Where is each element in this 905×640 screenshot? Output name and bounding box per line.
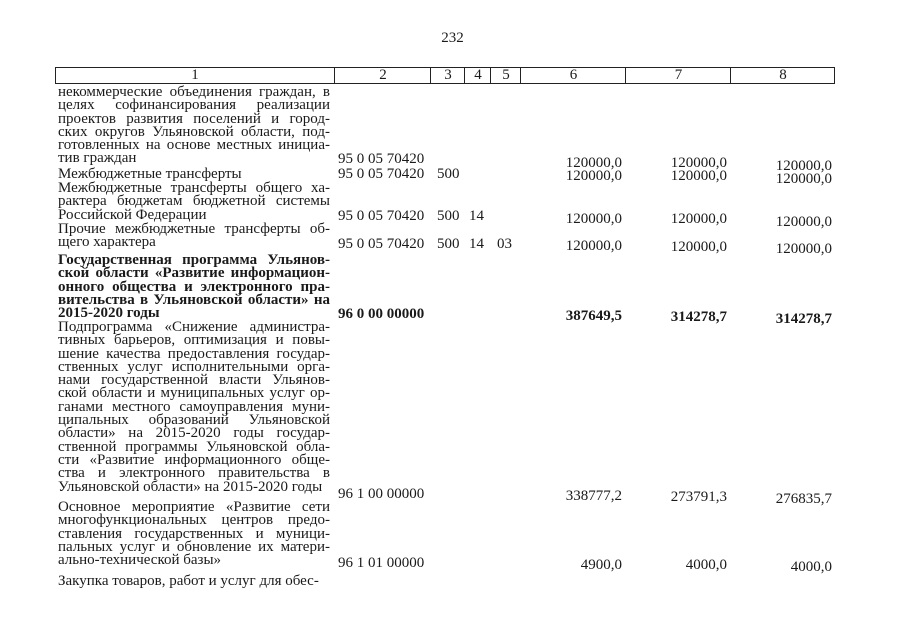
row-value-col7: 120000,0: [670, 155, 727, 171]
description-line: Межбюджетные трансферты: [58, 166, 242, 182]
header-col-2: 2: [334, 68, 431, 83]
page-number: 232: [441, 30, 464, 46]
row-value-col6: 338777,2: [565, 488, 622, 504]
description-line: тив граждан: [58, 150, 137, 167]
row-code: 95 0 05 70420: [338, 236, 425, 252]
header-col-6: 6: [520, 68, 626, 83]
description-line: Подпрограмма «Снижение администра-: [58, 319, 330, 335]
row-code: 96 1 01 00000: [338, 555, 425, 571]
row-value-col8: 276835,7: [775, 491, 832, 507]
row-value-col8: 314278,7: [775, 311, 832, 327]
row-code: 95 0 05 70420: [338, 151, 425, 167]
table-row-description: [58, 86, 330, 166]
row-pr: 03: [497, 236, 512, 252]
header-col-5: 5: [490, 68, 521, 83]
row-value-col7: 120000,0: [670, 211, 727, 227]
row-code: 95 0 05 70420: [338, 208, 425, 224]
description-line: тивных барьеров, оптимизация и повы-: [58, 332, 330, 349]
row-vr: 500: [437, 166, 460, 182]
description-line: некоммерческие объединения граждан, в: [58, 84, 330, 100]
row-rz: 14: [469, 208, 484, 224]
description-line: 2015-2020 годы: [58, 305, 160, 322]
row-value-col8: 120000,0: [775, 171, 832, 187]
description-line: шение качества предоставления государ-: [58, 345, 330, 362]
description-line: Государственная программа Ульянов-: [58, 252, 330, 268]
row-value-col6: 4900,0: [580, 557, 622, 573]
row-value-col8: 120000,0: [775, 241, 832, 257]
row-vr: 500: [437, 208, 460, 224]
description-line: целях софинансирования реализации: [58, 97, 330, 114]
description-line: ганами местного самоуправления муни-: [58, 398, 330, 415]
description-line: ставления государственных и муници-: [58, 525, 330, 542]
description-line: Ульяновской области» на 2015-2020 годы: [58, 478, 323, 495]
description-line: ципальных образований Ульяновской: [58, 412, 330, 429]
table-row-description: [58, 254, 330, 320]
row-value-col7: 314278,7: [670, 309, 727, 325]
table-header-row: [55, 67, 835, 84]
table-row-description: [58, 223, 330, 250]
description-line: ственной программы Ульяновской обла-: [58, 438, 330, 455]
row-value-col7: 273791,3: [670, 489, 727, 505]
description-line: проектов развития поселений и город-: [58, 110, 330, 127]
table-row-description: [58, 321, 330, 494]
description-line: готовленных на основе местных инициа-: [58, 137, 330, 154]
header-col-3: 3: [430, 68, 465, 83]
row-value-col6: 387649,5: [565, 308, 622, 324]
description-line: сти «Развитие информационного обще-: [58, 451, 330, 468]
row-value-col8: 120000,0: [775, 214, 832, 230]
row-vr: 500: [437, 236, 460, 252]
row-value-col8: 4000,0: [790, 559, 832, 575]
header-col-7: 7: [625, 68, 731, 83]
row-value-col7: 120000,0: [670, 239, 727, 255]
description-line: области» на 2015-2020 годы государ-: [58, 425, 330, 442]
description-line: пальных услуг и обновление их матери-: [58, 538, 330, 555]
table-row-description: [58, 501, 330, 567]
description-line: нами государственной власти Ульянов-: [58, 372, 330, 389]
header-col-8: 8: [730, 68, 835, 83]
row-code: 96 0 00 00000: [338, 306, 425, 322]
row-value-col6: 120000,0: [565, 168, 622, 184]
description-line: Закупка товаров, работ и услуг для обес-: [58, 573, 319, 589]
table-row-description: [58, 575, 330, 588]
description-line: вительства в Ульяновской области» на: [58, 291, 330, 308]
description-line: ства и электронного правительства в: [58, 465, 330, 482]
row-rz: 14: [469, 236, 484, 252]
description-line: ственных услуг исполнительными орга-: [58, 358, 330, 375]
header-col-4: 4: [464, 68, 491, 83]
row-value-col6: 120000,0: [565, 211, 622, 227]
row-value-col8: 120000,0: [775, 158, 832, 174]
row-value-col6: 120000,0: [565, 238, 622, 254]
description-line: Российской Федерации: [58, 206, 207, 223]
row-value-col7: 4000,0: [685, 557, 727, 573]
row-code: 95 0 05 70420: [338, 166, 425, 182]
table-row-description: [58, 182, 330, 222]
row-value-col6: 120000,0: [565, 155, 622, 171]
description-line: ской области и муниципальных услуг ор-: [58, 385, 330, 402]
description-line: ских округов Ульяновской области, под-: [58, 123, 330, 140]
description-line: щего характера: [58, 234, 156, 251]
description-line: онного общества и электронного пра-: [58, 278, 330, 295]
header-col-1: 1: [191, 67, 199, 83]
description-line: ально-технической базы»: [58, 552, 222, 569]
description-line: Межбюджетные трансферты общего ха-: [58, 180, 330, 196]
description-line: многофункциональных центров предо-: [58, 512, 330, 529]
description-line: Основное мероприятие «Развитие сети: [58, 499, 330, 515]
description-line: рактера бюджетам бюджетной системы: [58, 193, 330, 210]
row-value-col7: 120000,0: [670, 168, 727, 184]
description-line: ской области «Развитие информацион-: [58, 265, 330, 282]
row-code: 96 1 00 00000: [338, 486, 425, 502]
description-line: Прочие межбюджетные трансферты об-: [58, 221, 330, 237]
